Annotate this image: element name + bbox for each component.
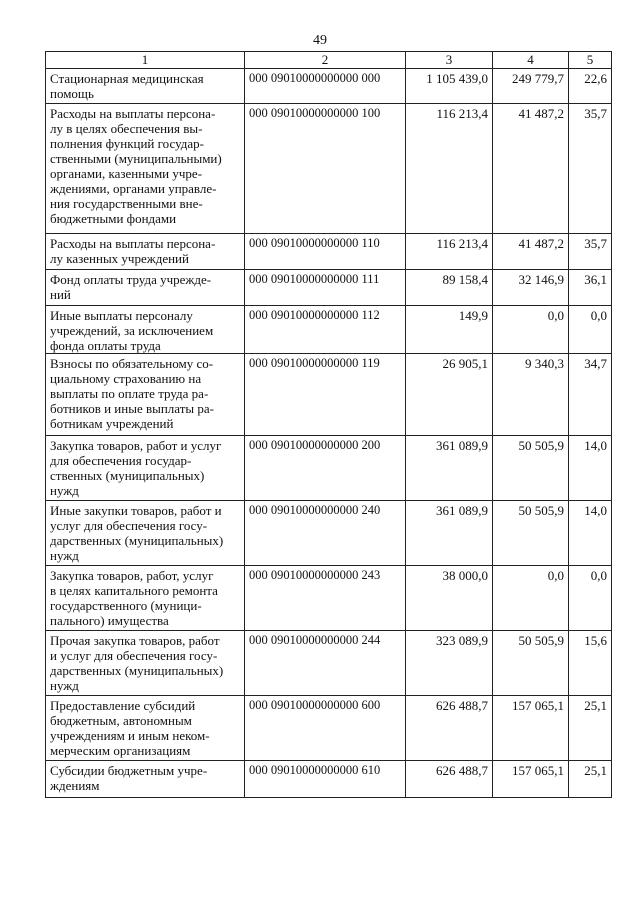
- table-row: [46, 234, 612, 270]
- plan-amount: 149,9: [406, 306, 493, 354]
- actual-amount: 249 779,7: [493, 69, 569, 104]
- percent-executed: 0,0: [569, 566, 612, 631]
- table-row: [46, 306, 612, 354]
- actual-amount: 41 487,2: [493, 234, 569, 270]
- expense-name: Иные выплаты персоналу учреждений, за исключением фонда оплаты труда: [46, 306, 245, 354]
- table-row: [46, 566, 612, 631]
- budget-code: 000 09010000000000 200: [245, 436, 406, 501]
- expense-name: Прочая закупка товаров, работ и услуг для обеспечения госу- дарственных (муниципальных) нужд: [46, 631, 245, 696]
- header-col-1: 1: [46, 52, 245, 69]
- header-col-4: 4: [493, 52, 569, 69]
- plan-amount: 116 213,4: [406, 104, 493, 234]
- header-row: [46, 52, 612, 69]
- table-row: [46, 501, 612, 566]
- header-col-3: 3: [406, 52, 493, 69]
- table-row: [46, 270, 612, 306]
- plan-amount: 1 105 439,0: [406, 69, 493, 104]
- plan-amount: 323 089,9: [406, 631, 493, 696]
- budget-code: 000 09010000000000 243: [245, 566, 406, 631]
- percent-executed: 14,0: [569, 501, 612, 566]
- plan-amount: 361 089,9: [406, 436, 493, 501]
- expense-name: Фонд оплаты труда учрежде- ний: [46, 270, 245, 306]
- percent-executed: 25,1: [569, 761, 612, 798]
- actual-amount: 50 505,9: [493, 631, 569, 696]
- table-row: [46, 69, 612, 104]
- budget-code: 000 09010000000000 244: [245, 631, 406, 696]
- budget-code: 000 09010000000000 000: [245, 69, 406, 104]
- expense-name: Стационарная медицинская помощь: [46, 69, 245, 104]
- percent-executed: 25,1: [569, 696, 612, 761]
- actual-amount: 41 487,2: [493, 104, 569, 234]
- actual-amount: 50 505,9: [493, 501, 569, 566]
- plan-amount: 361 089,9: [406, 501, 493, 566]
- percent-executed: 35,7: [569, 234, 612, 270]
- plan-amount: 38 000,0: [406, 566, 493, 631]
- percent-executed: 36,1: [569, 270, 612, 306]
- expense-name: Закупка товаров, работ и услуг для обеспечения государ- ственных (муниципальных) нужд: [46, 436, 245, 501]
- table-body: [46, 69, 612, 798]
- percent-executed: 15,6: [569, 631, 612, 696]
- header-col-2: 2: [245, 52, 406, 69]
- budget-code: 000 09010000000000 112: [245, 306, 406, 354]
- plan-amount: 626 488,7: [406, 696, 493, 761]
- expense-name: Взносы по обязательному со- циальному страхованию на выплаты по оплате труда ра- ботников и иные выплаты ра- ботникам учреждений: [46, 354, 245, 436]
- table-row: [46, 696, 612, 761]
- actual-amount: 9 340,3: [493, 354, 569, 436]
- page-number: 49: [313, 33, 327, 48]
- header-col-5: 5: [569, 52, 612, 69]
- table-row: [46, 436, 612, 501]
- budget-code: 000 09010000000000 610: [245, 761, 406, 798]
- actual-amount: 0,0: [493, 306, 569, 354]
- percent-executed: 22,6: [569, 69, 612, 104]
- budget-code: 000 09010000000000 119: [245, 354, 406, 436]
- expense-name: Предоставление субсидий бюджетным, автономным учреждениям и иным неком- мерческим организациям: [46, 696, 245, 761]
- actual-amount: 157 065,1: [493, 761, 569, 798]
- expense-name: Закупка товаров, работ, услуг в целях капитального ремонта государственного (муници- пального) имущества: [46, 566, 245, 631]
- percent-executed: 14,0: [569, 436, 612, 501]
- budget-code: 000 09010000000000 110: [245, 234, 406, 270]
- budget-code: 000 09010000000000 100: [245, 104, 406, 234]
- expense-name: Субсидии бюджетным учре- ждениям: [46, 761, 245, 798]
- budget-code: 000 09010000000000 240: [245, 501, 406, 566]
- expense-name: Расходы на выплаты персона- лу казенных учреждений: [46, 234, 245, 270]
- budget-code: 000 09010000000000 600: [245, 696, 406, 761]
- percent-executed: 34,7: [569, 354, 612, 436]
- plan-amount: 626 488,7: [406, 761, 493, 798]
- actual-amount: 0,0: [493, 566, 569, 631]
- actual-amount: 157 065,1: [493, 696, 569, 761]
- expense-name: Иные закупки товаров, работ и услуг для обеспечения госу- дарственных (муниципальных) нужд: [46, 501, 245, 566]
- table-row: [46, 104, 612, 234]
- table-row: [46, 761, 612, 798]
- table-row: [46, 354, 612, 436]
- percent-executed: 35,7: [569, 104, 612, 234]
- expense-name: Расходы на выплаты персона- лу в целях обеспечения вы- полнения функций государ- ственными (муниципальными) органами, казенными учре- ждениями, органами управле- ния государственными вне- бюджетными фондами: [46, 104, 245, 234]
- actual-amount: 32 146,9: [493, 270, 569, 306]
- percent-executed: 0,0: [569, 306, 612, 354]
- table-header: [46, 52, 612, 69]
- plan-amount: 89 158,4: [406, 270, 493, 306]
- table-row: [46, 631, 612, 696]
- budget-table: [45, 51, 612, 798]
- actual-amount: 50 505,9: [493, 436, 569, 501]
- plan-amount: 116 213,4: [406, 234, 493, 270]
- plan-amount: 26 905,1: [406, 354, 493, 436]
- budget-code: 000 09010000000000 111: [245, 270, 406, 306]
